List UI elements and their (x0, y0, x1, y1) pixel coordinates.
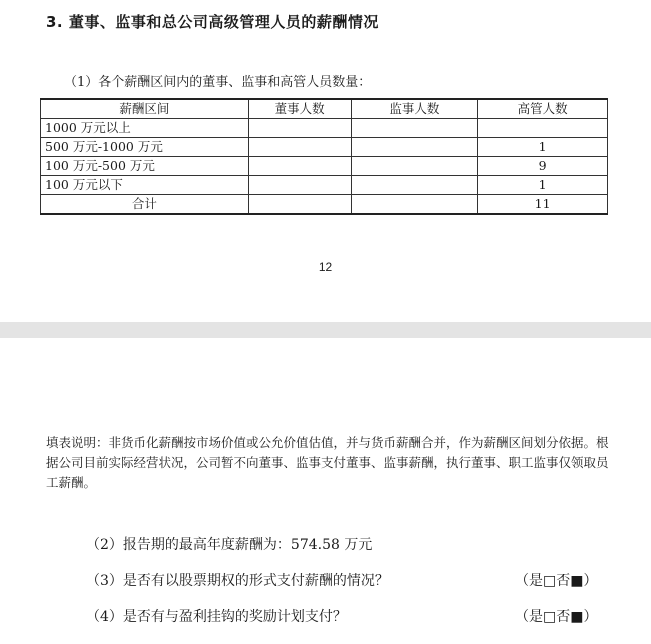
cell-supervisors (351, 176, 478, 195)
table-caption: （1）各个薪酬区间内的董事、监事和高管人员数量： (64, 75, 372, 90)
cell-executives: 1 (478, 138, 608, 157)
cell-range: 500 万元-1000 万元 (41, 138, 249, 157)
fill-instructions: 填表说明：非货币化薪酬按市场价值或公允价值估值，并与货币薪酬合并，作为薪酬区间划分依据。根据公司目前实际经营状况，公司暂不向董事、监事支付董事、监事薪酬，执行董事、职工监事仅领取员工薪酬。 (46, 435, 609, 490)
header-salary-range: 薪酬区间 (41, 99, 249, 119)
section-title: 3. 董事、监事和总公司高级管理人员的薪酬情况 (46, 13, 379, 31)
question-3-answer: （是□否■） (515, 573, 598, 589)
table-row (41, 119, 608, 138)
cell-executives: 9 (478, 157, 608, 176)
question-3: （3）是否有以股票期权的形式支付薪酬的情况？ (86, 573, 389, 589)
table-row (41, 176, 608, 195)
cell-directors (248, 176, 351, 195)
cell-directors (248, 157, 351, 176)
cell-total-label: 合计 (41, 195, 249, 215)
table-row (41, 157, 608, 176)
header-executive-count: 高管人数 (478, 99, 608, 119)
question-4: （4）是否有与盈利挂钩的奖励计划支付？ (86, 609, 347, 625)
cell-supervisors (351, 195, 478, 215)
question-4-answer: （是□否■） (515, 609, 598, 625)
header-supervisor-count: 监事人数 (351, 99, 478, 119)
cell-range: 100 万元-500 万元 (41, 157, 249, 176)
cell-directors (248, 195, 351, 215)
cell-range: 100 万元以下 (41, 176, 249, 195)
page-separator (0, 322, 651, 338)
cell-directors (248, 138, 351, 157)
table-header-row (41, 99, 608, 119)
page-number: 12 (318, 260, 333, 274)
cell-executives: 1 (478, 176, 608, 195)
question-2: （2）报告期的最高年度薪酬为：574.58 万元 (86, 537, 373, 553)
cell-supervisors (351, 119, 478, 138)
cell-supervisors (351, 157, 478, 176)
table-total-row (41, 195, 608, 215)
cell-range: 1000 万元以上 (41, 119, 249, 138)
cell-directors (248, 119, 351, 138)
cell-supervisors (351, 138, 478, 157)
salary-range-table (40, 98, 608, 215)
header-director-count: 董事人数 (248, 99, 351, 119)
table-row (41, 138, 608, 157)
cell-executives-total: 11 (478, 195, 608, 215)
cell-executives (478, 119, 608, 138)
